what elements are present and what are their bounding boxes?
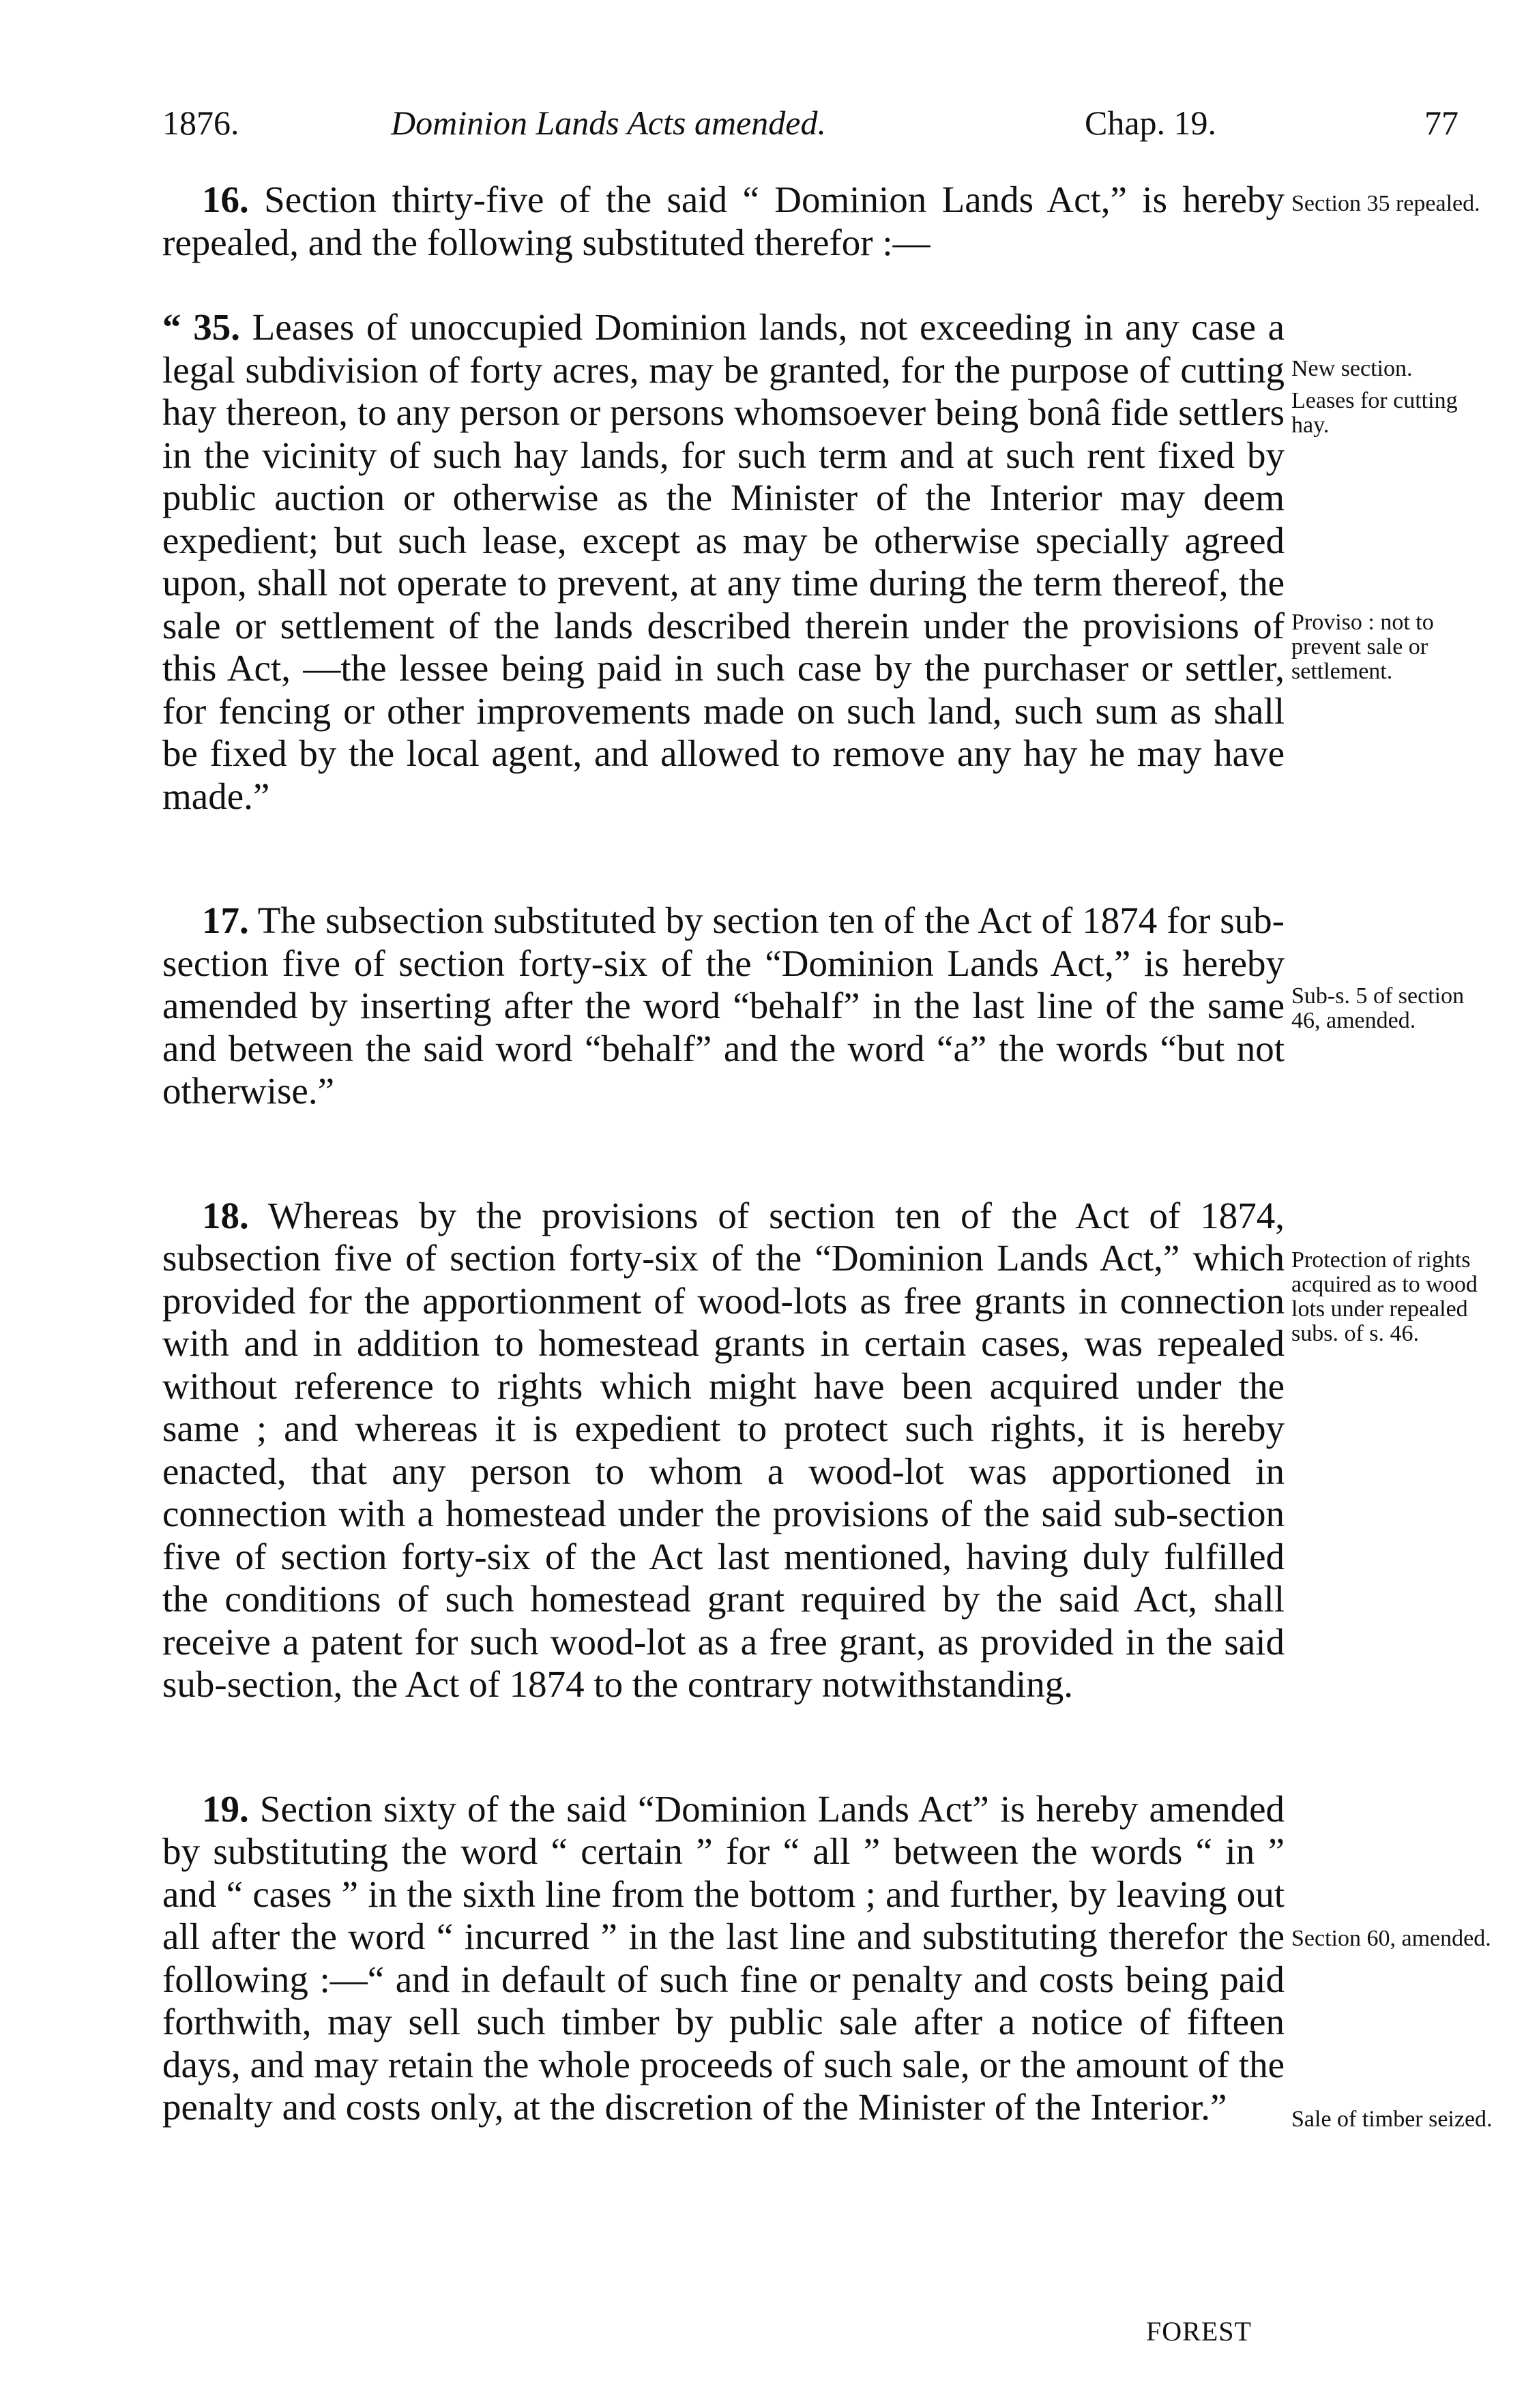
quoted-section-number: “ 35. bbox=[162, 306, 240, 348]
section-text: Whereas by the provisions of section ten of the Act of 1874, subsection five of section forty-six of the “Dominion Lands Act,” which provided for the apportionment of wood-lots as free grants in connection with and in addition to homestead grants in certain cases, was repealed without reference to rights which might have been acquired under the same ; and whereas it is expedient to protect such rights, it is hereby enacted, that any person to whom a wood-lot was apportioned in connection with a homestead under the provisions of the said sub-section five of section forty-six of the Act last mentioned, having duly fulfilled the conditions of such homestead grant required by the said Act, shall receive a patent for such wood-lot as a free grant, as provided in the said sub-section, the Act of 1874 to the contrary notwithstanding. bbox=[162, 1194, 1285, 1705]
section-number: 19. bbox=[202, 1787, 249, 1830]
section-18-paragraph bbox=[162, 1195, 1285, 1706]
margin-note-leases-for-cutting-hay: Leases for cutting hay. bbox=[1291, 388, 1458, 438]
margin-note-section-35-repealed: Section 35 repealed. bbox=[1291, 191, 1480, 216]
margin-note-protection-of-rights: Protection of rights acquired as to wood lots under repealed subs. of s. 46. bbox=[1291, 1247, 1478, 1346]
section-17 bbox=[162, 900, 1285, 1113]
quoted-section-text: Leases of unoccupied Dominion lands, not exceeding in any case a legal subdivision of forty acres, may be granted, for the purpose of cutting hay thereon, to any person or persons whomsoever being bonâ fide settlers in the vicinity of such hay lands, for such term and at such rent fixed by public auction or otherwise as the Minister of the Interior may deem expedient; but such lease, except as may be otherwise specially agreed upon, shall not operate to prevent, at any time during the term thereof, the sale or settlement of the lands described therein under the provisions of this Act, —the lessee being paid in such case by the purchaser or settler, for fencing or other improvements made on such land, such sum as shall be fixed by the local agent, and allowed to remove any hay he may have made.” bbox=[162, 306, 1285, 817]
section-number: 17. bbox=[202, 900, 249, 941]
page-number: 77 bbox=[1424, 104, 1459, 142]
section-19-paragraph bbox=[162, 1788, 1285, 2129]
header-chapter: Chap. 19. bbox=[1085, 104, 1217, 142]
page-body bbox=[162, 179, 1285, 2129]
section-19 bbox=[162, 1788, 1285, 2129]
margin-note-proviso: Proviso : not to prevent sale or settlement. bbox=[1291, 610, 1434, 684]
section-18 bbox=[162, 1195, 1285, 1706]
header-year: 1876. bbox=[162, 104, 239, 142]
section-16-paragraph bbox=[162, 179, 1285, 264]
section-text: The subsection substituted by section ten of the Act of 1874 for sub-section five of section forty-six of the “Dominion Lands Act,” is hereby amended by inserting after the word “behalf” in the last line of the same and between the said word “behalf” and the word “a” the words “but not otherwise.” bbox=[162, 900, 1285, 1112]
margin-note-section-60-amended: Section 60, amended. bbox=[1291, 1926, 1491, 1951]
section-text: Section thirty-five of the said “ Dominion Lands Act,” is hereby repealed, and the following substituted therefor :— bbox=[162, 179, 1285, 263]
running-header bbox=[162, 95, 1459, 150]
margin-note-sub-s-5-amended: Sub-s. 5 of section 46, amended. bbox=[1291, 983, 1465, 1033]
catchword: FOREST bbox=[1146, 2316, 1252, 2347]
section-16 bbox=[162, 179, 1285, 818]
header-title: Dominion Lands Acts amended. bbox=[391, 104, 826, 142]
section-text: Section sixty of the said “Dominion Lands Act” is hereby amended by substituting the word “ certain ” for “ all ” between the words “ in ” and “ cases ” in the sixth line from the bottom ; and further, by leaving out all after the word “ incurred ” in the last line and substituting therefor the following :—“ and in default of such fine or penalty and costs being paid forthwith, may sell such timber by public sale after a notice of fifteen days, and may retain the whole proceeds of such sale, or the amount of the penalty and costs only, at the discretion of the Minister of the Interior.” bbox=[162, 1787, 1285, 2128]
section-number: 18. bbox=[202, 1194, 249, 1236]
section-17-paragraph bbox=[162, 900, 1285, 1113]
margin-note-sale-of-timber: Sale of timber seized. bbox=[1291, 2107, 1493, 2132]
substituted-section-35 bbox=[162, 306, 1285, 818]
section-number: 16. bbox=[202, 179, 249, 220]
margin-note-new-section: New section. bbox=[1291, 356, 1413, 381]
